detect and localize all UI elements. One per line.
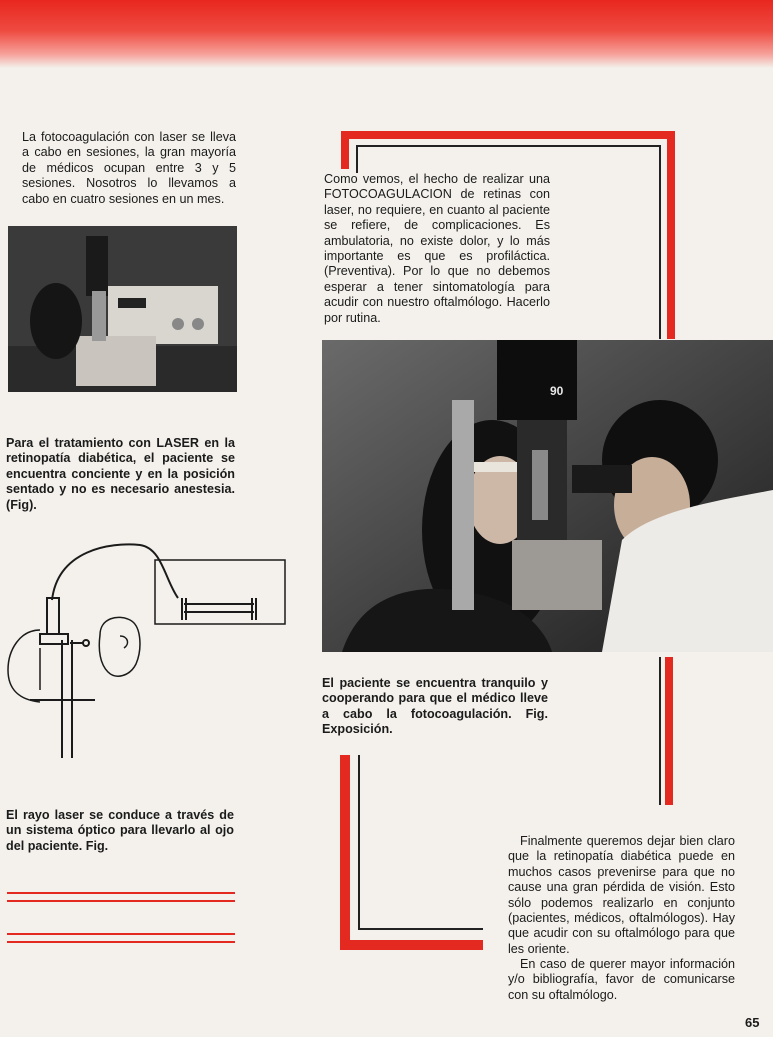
- page-number: 65: [745, 1015, 760, 1030]
- frame-top-red-bar: [341, 131, 675, 139]
- frame-left-red-bar: [341, 131, 349, 169]
- laser-equipment-photo: [8, 226, 237, 392]
- frame-right-black-line: [659, 145, 661, 339]
- bracket-bottom-black-line: [358, 928, 483, 930]
- laser-path-diagram: [0, 540, 292, 760]
- contact-paragraph: En caso de querer mayor información y/o bibliografía, favor de comunicarse con su oftalmólogo.: [508, 957, 735, 1002]
- boxed-paragraph: Como vemos, el hecho de realizar una FOTOCOAGULACION de retinas con laser, no requiere, en cuanto al paciente se refiere, de complicaciones. Es ambulatoria, no existe dolor, y lo más importante es que es profiláctica. (Preventiva). Por lo que no debemos esperar a tener sintomatología para acudir con nuestro oftalmólogo. Hacerlo por rutina.: [324, 172, 550, 325]
- red-header-band: [0, 0, 773, 68]
- patient-exam-photo: [322, 340, 773, 652]
- treatment-paragraph: Para el tratamiento con LASER en la retinopatía diabética, el paciente se encuentra conciente y en la posición sentado y no es necesario anestesia. (Fig).: [6, 436, 235, 512]
- frame-top-black-line: [356, 145, 661, 147]
- decorative-double-rule-2: [7, 933, 235, 943]
- decorative-double-rule-1: [7, 892, 235, 902]
- right-red-vertical-bar: [665, 657, 673, 805]
- intro-paragraph: La fotocoagulación con laser se lleva a cabo en sesiones, la gran mayoría de médicos ocupan entre 3 y 5 sesiones. Nosotros lo llevamos a cabo en cuatro sesiones en un mes.: [22, 130, 236, 206]
- frame-left-black-line: [356, 145, 358, 173]
- device-label: 90: [550, 384, 564, 398]
- bracket-left-red-bar: [340, 755, 350, 950]
- bracket-bottom-red-bar: [340, 940, 483, 950]
- final-paragraph: Finalmente queremos dejar bien claro que la retinopatía diabética puede en muchos casos prevenirse para que no cause una gran pérdida de visión. Esto sólo podemos realizarlo en conjunto (pacientes, médicos, oftalmólogos). Hay que acudir con su oftalmólogo para que les oriente.: [508, 834, 735, 956]
- bracket-left-black-line: [358, 755, 360, 930]
- photo-caption: El paciente se encuentra tranquilo y cooperando para que el médico lleve a cabo la fotocoagulación. Fig. Exposición.: [322, 676, 548, 737]
- right-black-vertical-line: [659, 657, 661, 805]
- frame-right-red-bar: [667, 131, 675, 339]
- diagram-caption: El rayo laser se conduce a través de un sistema óptico para llevarlo al ojo del paciente. Fig.: [6, 808, 234, 853]
